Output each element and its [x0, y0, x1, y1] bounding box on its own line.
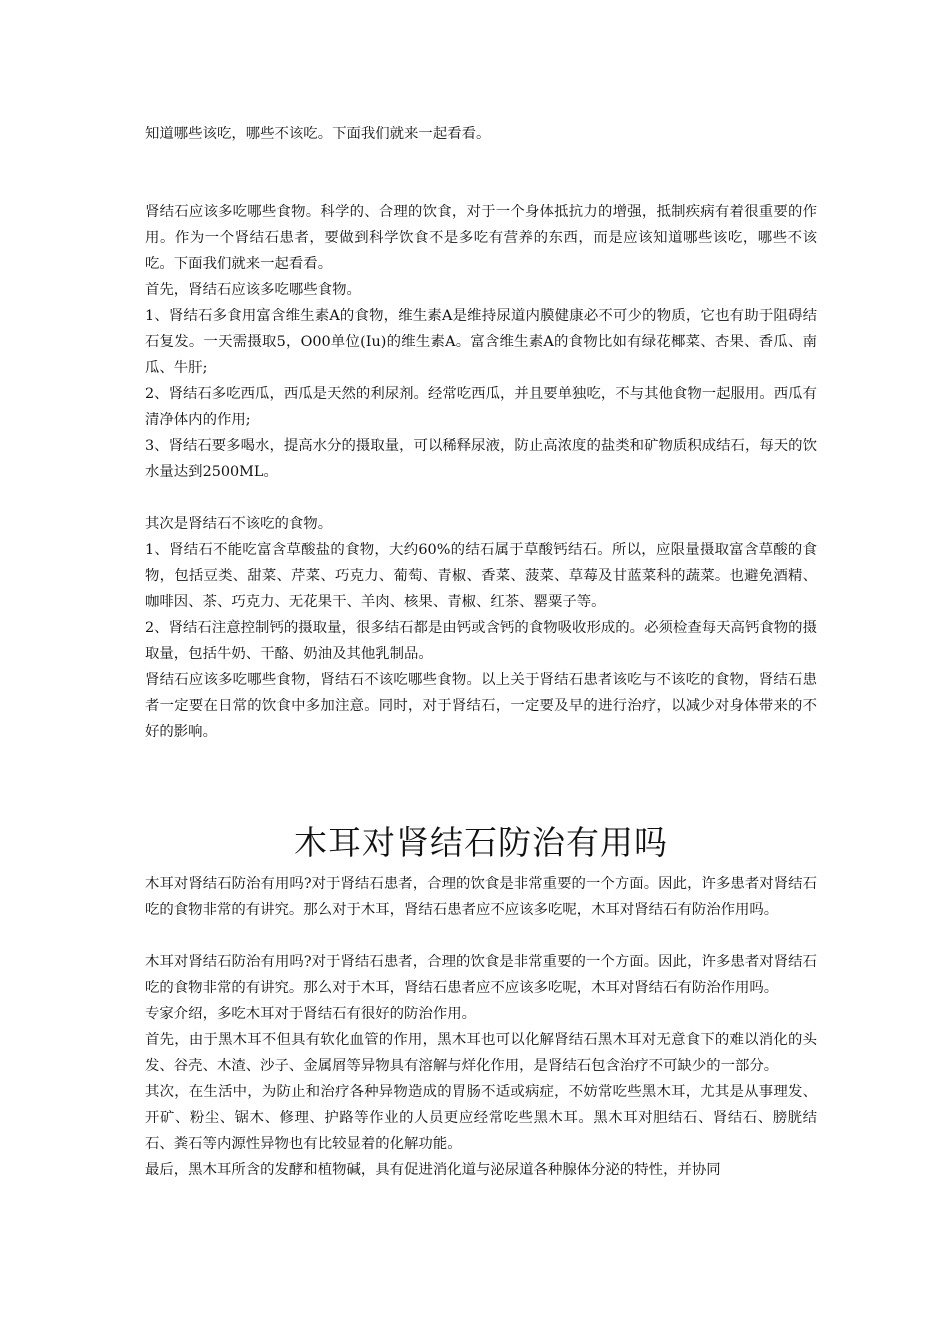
body-paragraph: 首先，由于黑木耳不但具有软化血管的作用，黑木耳也可以化解肾结石黑木耳对无意食下的难以消化的头发、谷壳、木渣、沙子、金属屑等异物具有溶解与烊化作用，是肾结石包含治疗不可缺少的一部分。	[145, 1032, 817, 1074]
body-paragraph: 首先，肾结石应该多吃哪些食物。	[145, 282, 361, 298]
body-paragraph: 1、肾结石不能吃富含草酸盐的食物，大约60%的结石属于草酸钙结石。所以，应限量摄取富含草酸的食物，包括豆类、甜菜、芹菜、巧克力、葡萄、青椒、香菜、菠菜、草莓及甘蓝菜科的蔬菜。也避免酒精、咖啡因、茶、巧克力、无花果干、羊肉、核果、青椒、红茶、罂粟子等。	[145, 542, 817, 610]
spacer	[145, 485, 817, 511]
document-page	[145, 121, 817, 1183]
body-paragraph: 2、肾结石多吃西瓜，西瓜是天然的利尿剂。经常吃西瓜，并且要单独吃，不与其他食物一起服用。西瓜有清净体内的作用;	[145, 386, 817, 428]
body-paragraph: 肾结石应该多吃哪些食物。科学的、合理的饮食，对于一个身体抵抗力的增强，抵制疾病有着很重要的作用。作为一个肾结石患者，要做到科学饮食不是多吃有营养的东西，而是应该知道哪些该吃，哪些不该吃。下面我们就来一起看看。	[145, 204, 817, 272]
spacer	[145, 745, 817, 821]
body-paragraph: 3、肾结石要多喝水，提高水分的摄取量，可以稀释尿液，防止高浓度的盐类和矿物质积成结石，每天的饮水量达到2500ML。	[145, 438, 817, 480]
body-paragraph: 1、肾结石多食用富含维生素A的食物，维生素A是维持尿道内膜健康必不可少的物质，它也有助于阻碍结石复发。一天需摄取5，O00单位(Iu)的维生素A。富含维生素A的食物比如有绿花椰菜、杏果、香瓜、南瓜、牛肝;	[145, 308, 817, 376]
body-paragraph: 肾结石应该多吃哪些食物，肾结石不该吃哪些食物。以上关于肾结石患者该吃与不该吃的食物，肾结石患者一定要在日常的饮食中多加注意。同时，对于肾结石，一定要及早的进行治疗，以减少对身体带来的不好的影响。	[145, 672, 817, 740]
body-paragraph: 专家介绍，多吃木耳对于肾结石有很好的防治作用。	[145, 1006, 476, 1022]
body-paragraph: 木耳对肾结石防治有用吗?对于肾结石患者，合理的饮食是非常重要的一个方面。因此，许多患者对肾结石吃的食物非常的有讲究。那么对于木耳，肾结石患者应不应该多吃呢，木耳对肾结石有防治作用吗。	[145, 954, 817, 996]
body-paragraph: 2、肾结石注意控制钙的摄取量，很多结石都是由钙或含钙的食物吸收形成的。必须检查每天高钙食物的摄取量，包括牛奶、干酪、奶油及其他乳制品。	[145, 620, 817, 662]
intro-paragraph: 知道哪些该吃，哪些不该吃。下面我们就来一起看看。	[145, 126, 491, 142]
section-title: 木耳对肾结石防治有用吗	[294, 823, 668, 862]
spacer	[145, 147, 817, 199]
body-paragraph: 其次是肾结石不该吃的食物。	[145, 516, 333, 532]
spacer	[145, 923, 817, 949]
intro-paragraph: 木耳对肾结石防治有用吗?对于肾结石患者，合理的饮食是非常重要的一个方面。因此，许多患者对肾结石吃的食物非常的有讲究。那么对于木耳，肾结石患者应不应该多吃呢，木耳对肾结石有防治作用吗。	[145, 876, 817, 918]
body-paragraph: 最后，黑木耳所含的发酵和植物碱，具有促进消化道与泌尿道各种腺体分泌的特性，并协同	[145, 1162, 721, 1178]
body-paragraph: 其次，在生活中，为防止和治疗各种异物造成的胃肠不适或病症，不妨常吃些黑木耳，尤其是从事理发、开矿、粉尘、锯木、修理、护路等作业的人员更应经常吃些黑木耳。黑木耳对胆结石、肾结石、膀胱结石、粪石等内源性异物也有比较显着的化解功能。	[145, 1084, 817, 1152]
